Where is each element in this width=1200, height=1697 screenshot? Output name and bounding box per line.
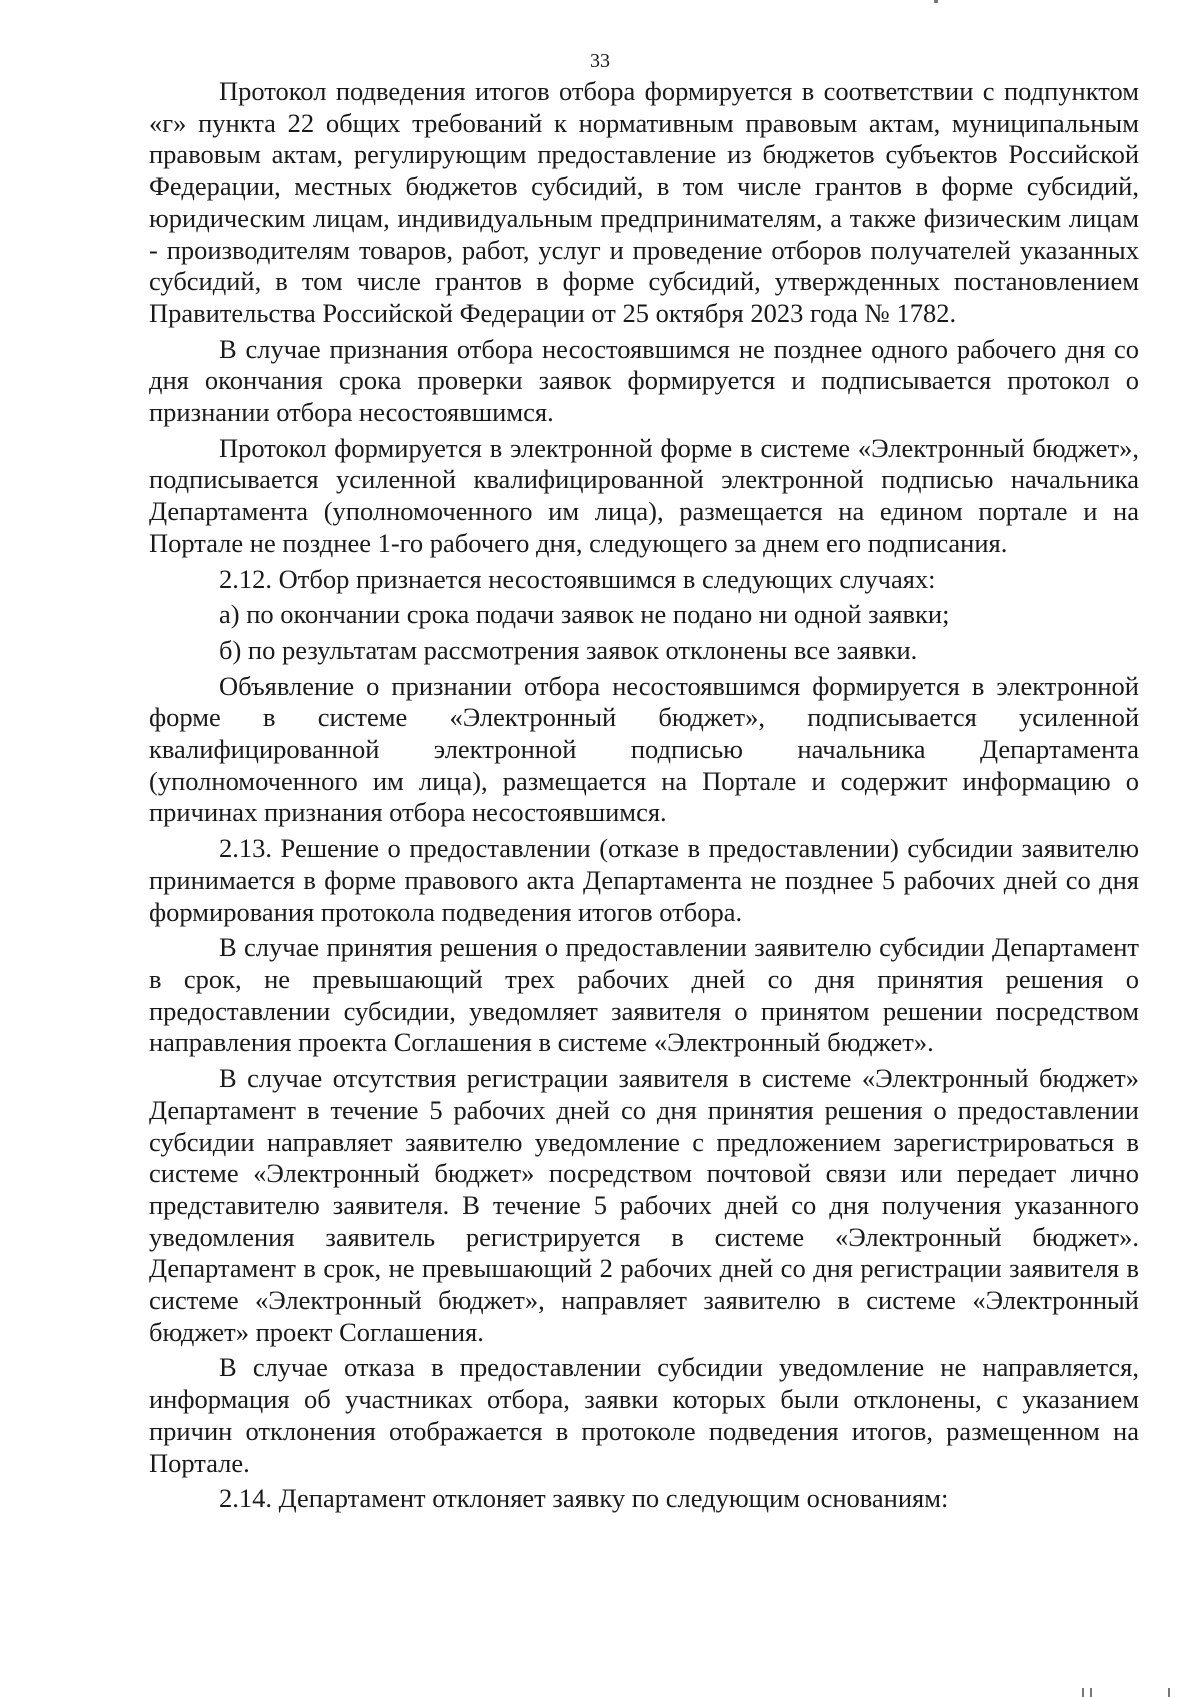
paragraph-refusal-notice: В случае отказа в предоставлении субсидии уведомление не направляется, информация об участниках отбора, заявки которых были отклонены, с указанием причин отклонения отображается в протоколе подведения итогов, размещенном на Портале.: [149, 1352, 1139, 1478]
document-body: [149, 76, 1139, 1515]
paragraph-registration-absence: В случае отсутствия регистрации заявителя в системе «Электронный бюджет» Департамент в течение 5 рабочих дней со дня принятия решения о предоставлении субсидии направляет заявителю уведомление с предложением зарегистрироваться в системе «Электронный бюджет» посредством почтовой связи или передает лично представителю заявителя. В течение 5 рабочих дней со дня получения указанного уведомления заявитель регистрируется в системе «Электронный бюджет». Департамент в срок, не превышающий 2 рабочих дней со дня регистрации заявителя в системе «Электронный бюджет», направляет заявителю в системе «Электронный бюджет» проект Соглашения.: [149, 1063, 1139, 1347]
paragraph-section-2-12: 2.12. Отбор признается несостоявшимся в следующих случаях:: [219, 563, 936, 594]
paragraph-failed-selection-protocol: В случае признания отбора несостоявшимся не позднее одного рабочего дня со дня окончания срока проверки заявок формируется и подписывается протокол о признании отбора несостоявшимся.: [149, 333, 1139, 428]
paragraph-section-2-14: 2.14. Департамент отклоняет заявку по следующим основаниям:: [219, 1483, 949, 1514]
scan-artifact-bottom-left: [1082, 1688, 1084, 1697]
scan-artifact-bottom-middle: [1090, 1688, 1092, 1697]
paragraph-case-a: а) по окончании срока подачи заявок не подано ни одной заявки;: [219, 599, 950, 630]
paragraph-case-b: б) по результатам рассмотрения заявок отклонены все заявки.: [219, 634, 918, 665]
scan-artifact-bottom-right: [1168, 1688, 1170, 1697]
page-number: 33: [590, 50, 610, 72]
paragraph-grant-decision-notice: В случае принятия решения о предоставлении заявителю субсидии Департамент в срок, не превышающий трех рабочих дней со дня принятия решения о предоставлении субсидии, уведомляет заявителя о принятом решении посредством направления проекта Соглашения в системе «Электронный бюджет».: [149, 932, 1139, 1058]
paragraph-section-2-13: 2.13. Решение о предоставлении (отказе в предоставлении) субсидии заявителю принимается в форме правового акта Департамента не позднее 5 рабочих дней со дня формирования протокола подведения итогов отбора.: [149, 833, 1139, 927]
paragraph-failed-selection-announcement: Объявление о признании отбора несостоявшимся формируется в электронной форме в системе «Электронный бюджет», подписывается усиленной квалифицированной электронной подписью начальника Департамента (уполномоченного им лица), размещается на Портале и содержит информацию о причинах признания отбора несостоявшимся.: [149, 670, 1139, 828]
scan-artifact-top: [934, 0, 938, 3]
paragraph-final-protocol: Протокол подведения итогов отбора формируется в соответствии с подпунктом «г» пункта 22 общих требований к нормативным правовым актам, муниципальным правовым актам, регулирующим предоставление из бюджетов субъектов Российской Федерации, местных бюджетов субсидий, в том числе грантов в форме субсидий, юридическим лицам, индивидуальным предпринимателям, а также физическим лицам - производителям товаров, работ, услуг и проведение отборов получателей указанных субсидий, в том числе грантов в форме субсидий, утвержденных постановлением Правительства Российской Федерации от 25 октября 2023 года № 1782.: [149, 76, 1139, 328]
paragraph-protocol-electronic-form: Протокол формируется в электронной форме в системе «Электронный бюджет», подписывается усиленной квалифицированной электронной подписью начальника Департамента (уполномоченного им лица), размещается на едином портале и на Портале не позднее 1-го рабочего дня, следующего за днем его подписания.: [149, 432, 1139, 558]
